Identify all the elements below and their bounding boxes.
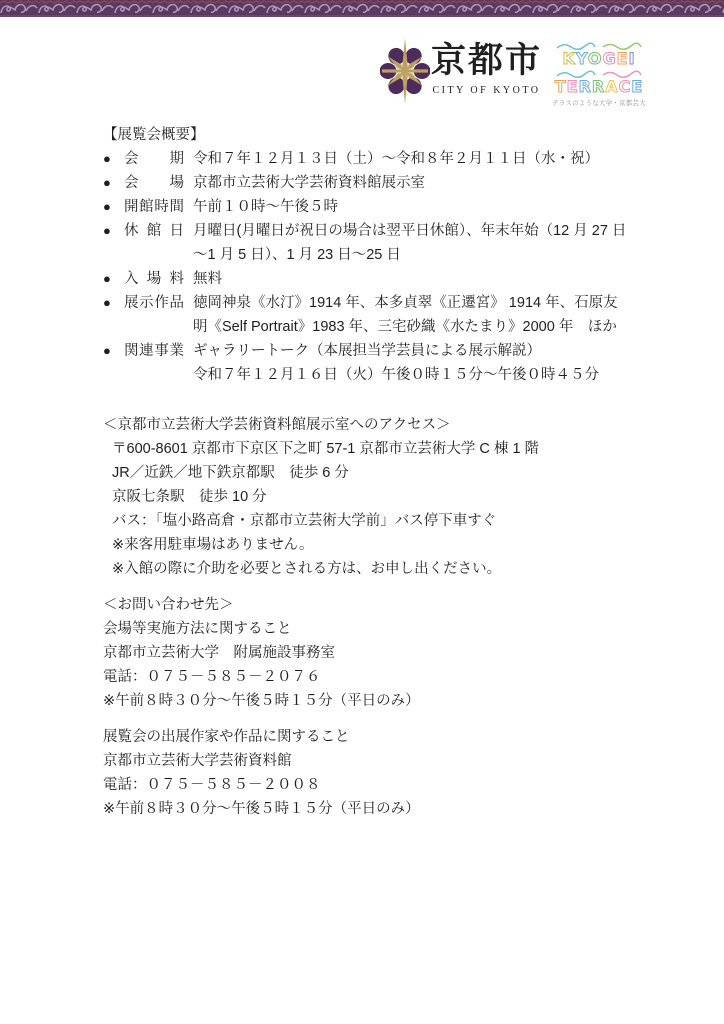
overview-item-value: 午前１０時～午後５時 xyxy=(193,199,338,215)
access-address: 〒600-8601 京都市下京区下之町 57-1 京都市立芸術大学 C 棟 1 階 xyxy=(112,441,540,457)
header xyxy=(0,0,724,118)
overview-item-works xyxy=(103,291,630,339)
bullet-icon: ● xyxy=(103,295,111,310)
kyogei-terrace-logo xyxy=(548,41,650,107)
access-bus: バス：「塩小路高倉・京都市立芸術大学前」バス停下車すぐ xyxy=(112,513,497,529)
overview-item-hours xyxy=(103,195,630,219)
contact-group-works xyxy=(103,725,630,821)
access-lines xyxy=(103,437,630,581)
overview-item-value: 京都市立芸術大学芸術資料館展示室 xyxy=(193,175,425,191)
contact-section xyxy=(103,593,630,821)
overview-item-kaijo xyxy=(103,171,630,195)
overview-item-value: 令和７年１２月１３日（土）～令和８年２月１１日（水・祝） xyxy=(193,151,599,167)
kyoto-city-name: 京都市 xyxy=(431,41,543,80)
contact-group-title: 展覧会の出展作家や作品に関すること xyxy=(103,729,350,745)
access-note-assistance: ※入館の際に介助を必要とされる方は、お申し出ください。 xyxy=(112,561,502,577)
overview-item-label: 開館時間 xyxy=(124,199,184,215)
contact-heading: ＜お問い合わせ先＞ xyxy=(103,597,234,613)
bullet-icon: ● xyxy=(103,223,111,238)
kyoto-city-logotype xyxy=(431,41,542,96)
contact-office: 京都市立芸術大学芸術資料館 xyxy=(103,753,292,769)
overview-item-label: 関連事業 xyxy=(124,343,184,359)
contact-group-venue xyxy=(103,617,630,713)
overview-item-label: 会期 xyxy=(124,151,184,167)
access-jr: JR／近鉄／地下鉄京都駅 徒歩 6 分 xyxy=(112,465,349,481)
overview-item-label: 展示作品 xyxy=(124,295,184,311)
overview-item-value: ギャラリートーク（本展担当学芸員による展示解説） 令和７年１２月１６日（火）午後０時１５分～午後０時４５分 xyxy=(193,343,599,383)
contact-phone: 電話：０７５－５８５－２００８ xyxy=(103,777,321,793)
access-heading: ＜京都市立芸術大学芸術資料館展示室へのアクセス＞ xyxy=(103,417,451,433)
bullet-icon: ● xyxy=(103,175,111,190)
access-note-parking: ※来客用駐車場はありません。 xyxy=(112,537,314,553)
overview-item-closed-days xyxy=(103,219,630,267)
overview-item-value: 月曜日(月曜日が祝日の場合は翌平日休館）、年末年始（12 月 27 日～1 月 5 日）、1 月 23 日～25 日 xyxy=(193,223,627,263)
contact-hours-note: ※午前８時３０分～午後５時１５分（平日のみ） xyxy=(103,693,420,709)
overview-item-label: 会場 xyxy=(124,175,184,191)
overview-item-value: 無料 xyxy=(193,271,222,287)
overview-item-admission xyxy=(103,267,630,291)
kyoto-city-emblem-icon xyxy=(380,38,430,104)
bullet-icon: ● xyxy=(103,151,111,166)
contact-group-title: 会場等実施方法に関すること xyxy=(103,621,292,637)
kyoto-city-subtitle: CITY OF KYOTO xyxy=(432,85,541,96)
bullet-icon: ● xyxy=(103,271,111,286)
contact-phone: 電話：０７５－５８５－２０７６ xyxy=(103,669,321,685)
kyogei-tagline: テラスのような大学・京都芸大 xyxy=(552,100,646,107)
contact-office: 京都市立芸術大学 附属施設事務室 xyxy=(103,645,335,661)
overview-item-value: 徳岡神泉《水汀》1914 年、本多貞翠《正遷宮》 1914 年、石原友明《Self Portrait》1983 年、三宅砂織《水たまり》2000 年 ほか xyxy=(193,295,618,335)
bullet-icon: ● xyxy=(103,199,111,214)
overview-item-kaiki xyxy=(103,147,630,171)
kyogei-word: KYOGEI xyxy=(562,49,636,68)
overview-item-label: 休館日 xyxy=(124,223,184,239)
access-keihan: 京阪七条駅 徒歩 10 分 xyxy=(112,489,267,505)
access-section xyxy=(103,413,630,581)
overview-title: 【展覧会概要】 xyxy=(103,127,205,143)
bullet-icon: ● xyxy=(103,343,111,358)
document-body xyxy=(103,123,630,821)
overview-item-label: 入場料 xyxy=(124,271,184,287)
contact-hours-note: ※午前８時３０分～午後５時１５分（平日のみ） xyxy=(103,801,420,817)
overview-item-related-events xyxy=(103,339,630,387)
terrace-word: TERRACE xyxy=(554,77,644,96)
